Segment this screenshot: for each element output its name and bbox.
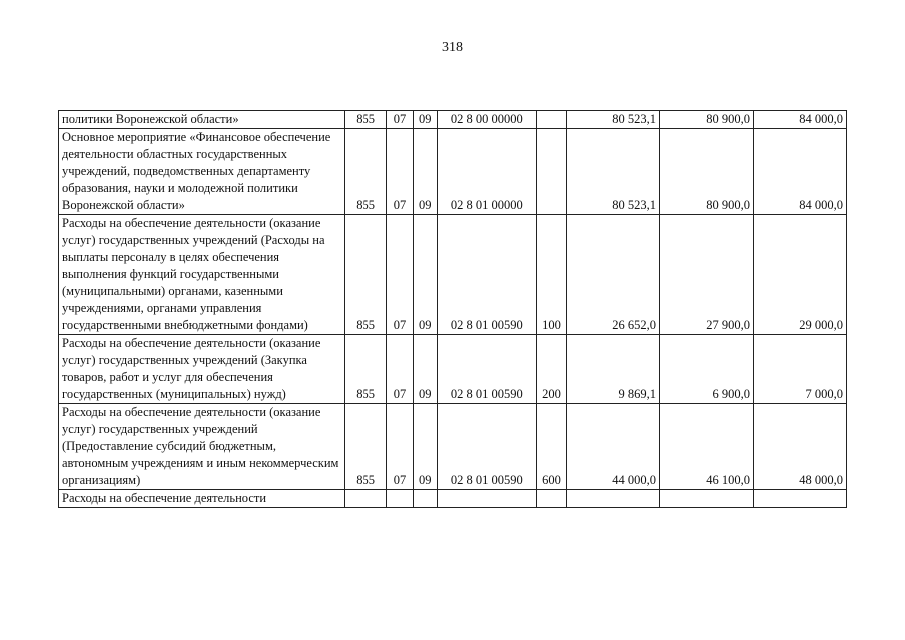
subsection-code — [413, 490, 437, 508]
table-row — [59, 111, 847, 129]
amount-year-3: 84 000,0 — [754, 111, 847, 129]
table-row — [59, 129, 847, 215]
target-article-code — [437, 490, 536, 508]
subsection-code: 09 — [413, 111, 437, 129]
subsection-code: 09 — [413, 404, 437, 490]
amount-year-2: 80 900,0 — [660, 111, 754, 129]
amount-year-2: 27 900,0 — [660, 215, 754, 335]
section-code: 07 — [387, 335, 413, 404]
table-body — [59, 111, 847, 508]
amount-year-1 — [567, 490, 660, 508]
row-description: Расходы на обеспечение деятельности (оказание услуг) государственных учреждений (Расходы на выплаты персоналу в целях обеспечения выполнения функций государственными (муниципальными) органами, казенными учреждениями, органами управления государственными внебюджетными фондами) — [59, 215, 345, 335]
subsection-code: 09 — [413, 215, 437, 335]
ministry-code: 855 — [344, 111, 386, 129]
ministry-code: 855 — [344, 129, 386, 215]
section-code: 07 — [387, 404, 413, 490]
amount-year-1: 80 523,1 — [567, 111, 660, 129]
amount-year-3: 7 000,0 — [754, 335, 847, 404]
row-description: Основное мероприятие «Финансовое обеспечение деятельности областных государственных учреждений, подведомственных департаменту образования, науки и молодежной политики Воронежской области» — [59, 129, 345, 215]
amount-year-2 — [660, 490, 754, 508]
target-article-code: 02 8 01 00590 — [437, 404, 536, 490]
row-description: политики Воронежской области» — [59, 111, 345, 129]
amount-year-2: 6 900,0 — [660, 335, 754, 404]
amount-year-3: 48 000,0 — [754, 404, 847, 490]
subsection-code: 09 — [413, 335, 437, 404]
table-row — [59, 335, 847, 404]
row-description: Расходы на обеспечение деятельности (оказание услуг) государственных учреждений (Предоставление субсидий бюджетным, автономным учреждениям и иным некоммерческим организациям) — [59, 404, 345, 490]
ministry-code: 855 — [344, 335, 386, 404]
target-article-code: 02 8 01 00000 — [437, 129, 536, 215]
ministry-code: 855 — [344, 404, 386, 490]
ministry-code — [344, 490, 386, 508]
target-article-code: 02 8 01 00590 — [437, 335, 536, 404]
expense-type-code — [536, 111, 566, 129]
expense-type-code: 100 — [536, 215, 566, 335]
section-code: 07 — [387, 111, 413, 129]
expense-type-code — [536, 129, 566, 215]
row-description: Расходы на обеспечение деятельности — [59, 490, 345, 508]
target-article-code: 02 8 01 00590 — [437, 215, 536, 335]
table-row — [59, 490, 847, 508]
expense-type-code: 600 — [536, 404, 566, 490]
amount-year-3: 84 000,0 — [754, 129, 847, 215]
section-code: 07 — [387, 215, 413, 335]
table-row — [59, 215, 847, 335]
amount-year-1: 44 000,0 — [567, 404, 660, 490]
amount-year-1: 26 652,0 — [567, 215, 660, 335]
page-number: 318 — [442, 40, 463, 55]
amount-year-1: 9 869,1 — [567, 335, 660, 404]
amount-year-2: 80 900,0 — [660, 129, 754, 215]
amount-year-3 — [754, 490, 847, 508]
expense-type-code — [536, 490, 566, 508]
amount-year-1: 80 523,1 — [567, 129, 660, 215]
amount-year-3: 29 000,0 — [754, 215, 847, 335]
target-article-code: 02 8 00 00000 — [437, 111, 536, 129]
amount-year-2: 46 100,0 — [660, 404, 754, 490]
ministry-code: 855 — [344, 215, 386, 335]
expense-type-code: 200 — [536, 335, 566, 404]
row-description: Расходы на обеспечение деятельности (оказание услуг) государственных учреждений (Закупка товаров, работ и услуг для обеспечения государственных (муниципальных) нужд) — [59, 335, 345, 404]
subsection-code: 09 — [413, 129, 437, 215]
section-code — [387, 490, 413, 508]
budget-table — [58, 110, 847, 508]
section-code: 07 — [387, 129, 413, 215]
table-row — [59, 404, 847, 490]
